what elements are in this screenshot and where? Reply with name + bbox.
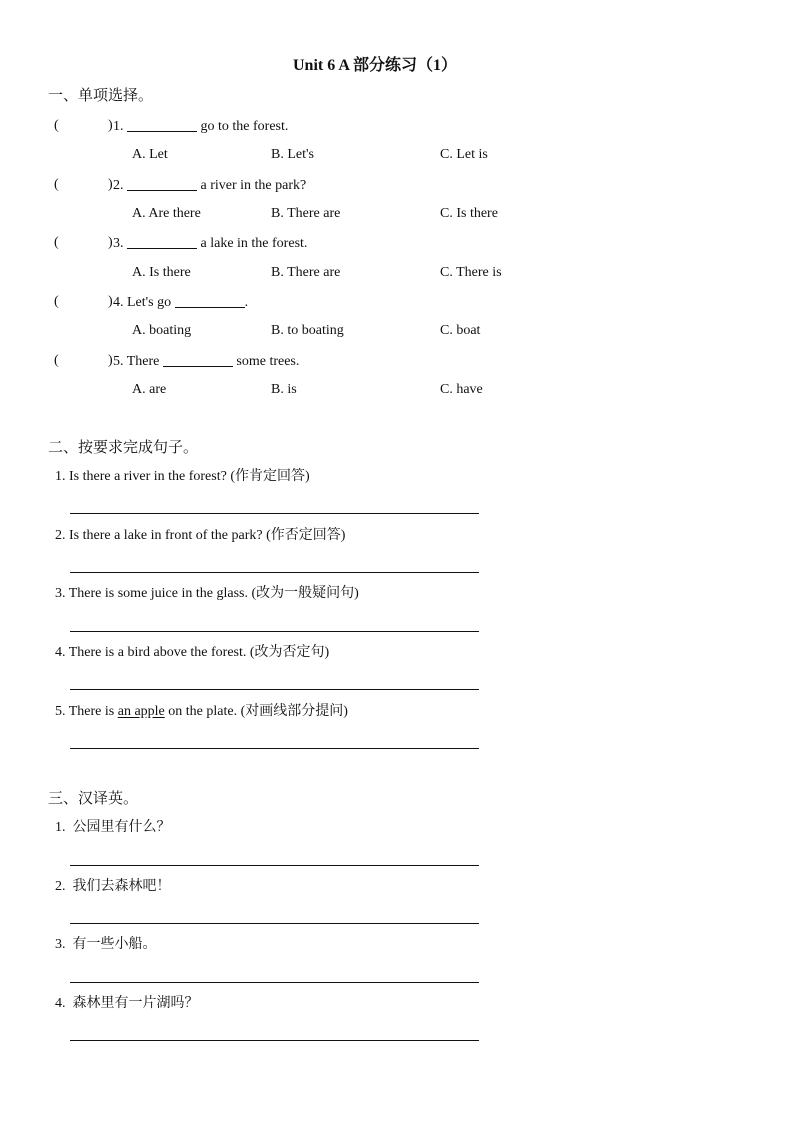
answer-line[interactable] bbox=[70, 865, 479, 866]
transform-item-3: 3. There is some juice in the glass. (改为一般疑问句) bbox=[55, 586, 359, 601]
option-b: B. Let's bbox=[271, 147, 314, 162]
translate-item-2 bbox=[55, 878, 171, 896]
answer-paren-close: ) bbox=[108, 118, 113, 133]
answer-line[interactable] bbox=[70, 513, 479, 514]
fill-blank[interactable] bbox=[127, 234, 197, 249]
transform-item-2: 2. Is there a lake in front of the park? (作否定回答) bbox=[55, 528, 346, 543]
stem-post: a lake in the forest. bbox=[197, 236, 308, 251]
section1-heading: 一、单项选择。 bbox=[48, 88, 154, 104]
transform-item-5 bbox=[55, 703, 348, 721]
answer-paren-close: ) bbox=[108, 235, 113, 250]
question-stem bbox=[113, 234, 307, 253]
answer-line[interactable] bbox=[70, 748, 479, 749]
option-b: B. to boating bbox=[271, 323, 344, 338]
answer-line[interactable] bbox=[70, 923, 479, 924]
stem-pre: There bbox=[123, 354, 163, 369]
stem-post: a river in the park? bbox=[197, 178, 307, 193]
option-a: A. are bbox=[132, 382, 167, 397]
question-number: 5. bbox=[113, 354, 124, 369]
option-a: A. boating bbox=[132, 323, 192, 338]
option-b: B. There are bbox=[271, 206, 341, 221]
stem-post: some trees. bbox=[232, 354, 300, 369]
question-stem bbox=[113, 352, 299, 371]
answer-line[interactable] bbox=[70, 689, 479, 690]
answer-paren-close: ) bbox=[108, 353, 113, 368]
item-number: 1. bbox=[55, 820, 66, 835]
section2-heading: 二、按要求完成句子。 bbox=[48, 440, 199, 456]
question-number: 3. bbox=[113, 236, 124, 251]
question-stem bbox=[113, 117, 288, 136]
item-text: 公园里有什么？ bbox=[72, 820, 171, 835]
question-number: 1. bbox=[113, 119, 124, 134]
answer-paren-close: ) bbox=[108, 177, 113, 192]
item-text: 我们去森林吧！ bbox=[72, 879, 171, 894]
fill-blank[interactable] bbox=[163, 352, 233, 367]
question-number: 2. bbox=[113, 178, 124, 193]
answer-paren-open: ( bbox=[54, 118, 59, 133]
page-title: Unit 6 A 部分练习（1） bbox=[293, 57, 458, 74]
section3-heading: 三、汉译英。 bbox=[48, 791, 139, 807]
answer-paren-open: ( bbox=[54, 294, 59, 309]
fill-blank[interactable] bbox=[127, 176, 197, 191]
translate-item-3 bbox=[55, 936, 157, 954]
option-b: B. is bbox=[271, 382, 297, 397]
fill-blank[interactable] bbox=[175, 293, 245, 308]
option-c: C. Is there bbox=[440, 206, 498, 221]
translate-item-4 bbox=[55, 995, 199, 1013]
question-stem bbox=[113, 176, 306, 195]
option-b: B. There are bbox=[271, 265, 341, 280]
answer-line[interactable] bbox=[70, 572, 479, 573]
answer-line[interactable] bbox=[70, 631, 479, 632]
item-number: 2. bbox=[55, 879, 66, 894]
transform-item-1: 1. Is there a river in the forest? (作肯定回答) bbox=[55, 469, 310, 484]
option-a: A. Let bbox=[132, 147, 168, 162]
option-c: C. Let is bbox=[440, 147, 488, 162]
stem-post: go to the forest. bbox=[197, 119, 289, 134]
underlined-phrase: an apple bbox=[117, 704, 165, 719]
question-number: 4. bbox=[113, 295, 124, 310]
translate-item-1 bbox=[55, 819, 171, 837]
option-c: C. have bbox=[440, 382, 483, 397]
option-c: C. boat bbox=[440, 323, 481, 338]
answer-paren-open: ( bbox=[54, 177, 59, 192]
option-c: C. There is bbox=[440, 265, 502, 280]
option-a: A. Is there bbox=[132, 265, 191, 280]
item-text: 森林里有一片湖吗？ bbox=[72, 996, 199, 1011]
option-a: A. Are there bbox=[132, 206, 201, 221]
item-number: 4. bbox=[55, 996, 66, 1011]
answer-paren-open: ( bbox=[54, 235, 59, 250]
stem-post: . bbox=[244, 295, 249, 310]
answer-line[interactable] bbox=[70, 982, 479, 983]
item-number: 3. bbox=[55, 937, 66, 952]
item-text-pre: 5. There is bbox=[55, 704, 118, 719]
question-stem bbox=[113, 293, 248, 312]
stem-pre: Let's go bbox=[123, 295, 175, 310]
fill-blank[interactable] bbox=[127, 117, 197, 132]
item-text: 有一些小船。 bbox=[72, 937, 157, 952]
transform-item-4: 4. There is a bird above the forest. (改为否定句) bbox=[55, 645, 330, 660]
answer-line[interactable] bbox=[70, 1040, 479, 1041]
answer-paren-close: ) bbox=[108, 294, 113, 309]
answer-paren-open: ( bbox=[54, 353, 59, 368]
item-text-post: on the plate. (对画线部分提问) bbox=[164, 704, 348, 719]
